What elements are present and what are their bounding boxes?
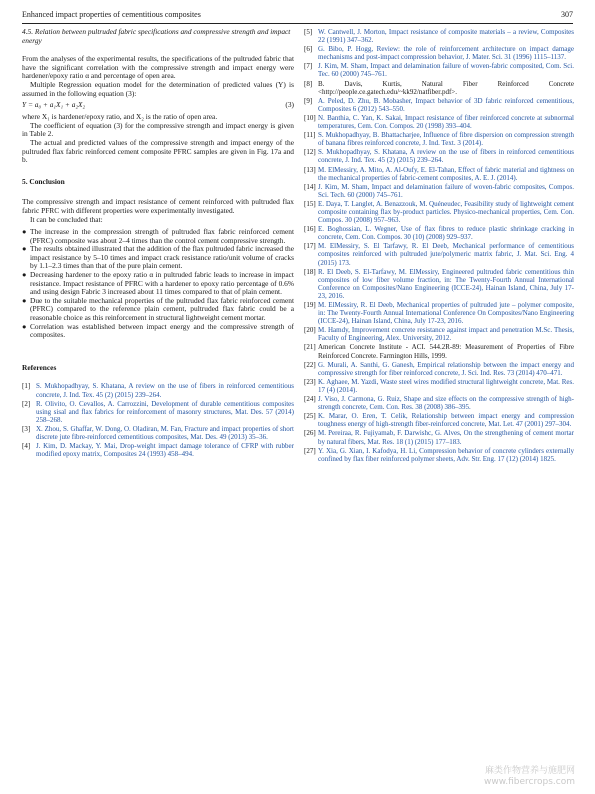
section-4-5-para-3: where X₁ is hardener/epoxy ratio, and X₂ is the ratio of open area. — [22, 112, 218, 122]
reference-item[interactable]: [25] K. Marar, O. Eren, T. Celik, Relationship between impact energy and compression toughness energy of high-strength fiber-reinforced concrete, Mat. Let. 47 (2001) 297–304. — [304, 412, 574, 429]
section-4-5-title: 4.5. Relation between pultruded fabric specifications and compressive strength and impact energy — [22, 28, 291, 45]
reference-item[interactable]: [20] M. Hamdy, Improvement concrete resistance against impact and penetration M.Sc. Thesis, Faculty of Engineering, Alex. University, 2012. — [304, 326, 574, 343]
conclusion-title: 5. Conclusion — [22, 176, 65, 186]
reference-item[interactable]: [7] J. Kim, M. Sham, Impact and delamination failure of woven-fabric composited, Com. Sci. Tec. 60 (2000) 745–761. — [304, 62, 574, 79]
reference-item[interactable]: [5] W. Cantwell, J. Morton, Impact resistance of composite materials – a review, Composites 22 (1991) 347–362. — [304, 28, 574, 45]
conclusion-bullet: ● Correlation was established between impact energy and the compressive strength of composites. — [22, 321, 294, 340]
reference-item[interactable]: [17] M. ElMessiry, S. El Tarfawy, R. El Deeb, Mechanical performance of cementitious composites reinforced with pultruded jute/polymeric matrix fabric, J. Mat. Sci. Eng. 4 (2015) 173. — [304, 242, 574, 267]
reference-item[interactable]: [18] R. El Deeb, S. El-Tarfawy, M. ElMessiry, Engineered pultruded fabric cementitious thin composites of low fiber volume fraction, in: The Twenty-Fourth Annual International Conference on Composites/Nano Engineering (ICCE-24), Hainan Island, China, July 17-23, 2016. — [304, 267, 574, 300]
reference-item[interactable]: [2] R. Olivito, O. Cevallos, A. Carrozzini, Development of durable cementitious composites using sisal and flax fabrics for reinforcement of masonry structures, Mat. Des. 57 (2014) 258–268. — [22, 399, 294, 424]
reference-item[interactable]: [9] A. Peled, D. Zhu, B. Mobasher, Impact behavior of 3D fabric reinforced cementitious, Composites 6 (2012) 543–550. — [304, 96, 574, 113]
reference-item[interactable]: [12] S. Mukhopadhyay, S. Khatana, A review on the use of fibers in reinforced cementitious concrete, J. Ind. Tex. 45 (2) (2015) 239–264. — [304, 148, 574, 165]
reference-item[interactable]: [22] G. Murali, A. Santhi, G. Ganesh, Empirical relationship between the impact energy and compressive strength for fiber reinforced concrete, J. Sci. Ind. Res. 73 (2014) 470–471. — [304, 360, 574, 377]
equation-body: Y = a₀ + a₁X₁ + a₂X₂ — [22, 100, 86, 110]
reference-item[interactable]: [3] X. Zhou, S. Ghaffar, W. Dong, O. Oladiran, M. Fan, Fracture and impact properties of short discrete jute fibre-reinforced cementitious composites, Mat. Des. 49 (2013) 35–36. — [22, 424, 294, 441]
references-title: References — [22, 362, 57, 372]
reference-item[interactable]: [24] J. Viso, J. Carmona, G. Ruiz, Shape and size effects on the compressive strength of high-strength concrete, Cem. Con. Res. 38 (2008) 386–395. — [304, 395, 574, 412]
journal-title: Enhanced impact properties of cementitious composites — [22, 10, 201, 19]
para-2-text: Multiple Regression equation model for the determination of predicted values (Y) is assumed in the following equation (3): — [22, 79, 294, 98]
references-list-left — [22, 382, 294, 458]
reference-item[interactable]: [4] J. Kim, D. Mackay, Y. Mai, Drop-weight impact damage tolerance of CFRP with rubber modified epoxy matrix, Composites 24 (1993) 458–494. — [22, 442, 294, 459]
reference-item[interactable]: [19] M. ElMessiry, R. El Deeb, Mechanical properties of pultruded jute – polymer composite, in: The Twenty-Fourth Annual International Conference On Composites/Nano Engineering (ICCE-24), Hainan Island, China, July 17-23, 2016. — [304, 301, 574, 326]
watermark-line-2: www.fibercrops.com — [484, 777, 575, 787]
watermark-line-1: 麻类作物营养与施肥网 — [484, 766, 575, 776]
reference-item[interactable]: [14] J. Kim, M. Sham, Impact and delamination failure of woven-fabric composites, Compos. Sci. Tech. 60 (2000) 745–761. — [304, 182, 574, 199]
references-list-right — [304, 28, 574, 463]
conclusion-bullet: ● Decreasing hardener to the epoxy ratio α in pultruded fabric leads to increase in impact resistance. Impact resistance of PFRC with a hardener to epoxy ratio percentage of 0.6% and using design Fabric 3 increased about 11 times compared to that of plain cement. — [22, 270, 294, 297]
section-4-5-para-4: The coefficient of equation (3) for the compressive strength and impact energy is given in Table 2. — [22, 120, 294, 139]
section-4-5-para-5: The actual and predicted values of the compressive strength and impact energy of the pultruded flax fabric reinforced cement composite PFRC samples are given in Fig. 17a and b. — [22, 137, 294, 165]
section-4-5-para-2 — [22, 81, 294, 98]
equation-3 — [22, 100, 294, 110]
section-4-5-para-1: From the analyses of the experimental results, the specifications of the pultruded fabric that have the significant correlation with the compressive strength and impact energy were hardener/epoxy ratio α and percentage of open area. — [22, 54, 294, 81]
running-head — [22, 10, 573, 20]
conclusion-bullet: ● Due to the suitable mechanical properties of the pultruded flax fabric reinforced cement (PFRC) compared to the reference plain cement, pultruded flax fabric could be a reasonable choice as this reinforcement in structural lightweight cement mortar. — [22, 295, 294, 323]
reference-item[interactable]: [21] American Concrete Institute - ACI. 544.2R-89: Measurement of Properties of Fibre Reinforced Concrete. Farmington Hills, 1999. — [304, 343, 574, 360]
conclusion-para-1: The compressive strength and impact resistance of cement reinforced with pultruded flax fabric PFRC with different properties were experimentally investigated. — [22, 197, 294, 215]
conclusion-bullet: ● The results obtained illustrated that the addition of the flax pultruded fabric increased the impact resistance by 5–10 times and impact crack resistance ratio/unit volume of cracks by 1.1–2.3 times than that of the pure plain cement. — [22, 244, 294, 271]
reference-item[interactable]: [16] E. Boghossian, L. Wegner, Use of flax fibres to reduce plastic shrinkage cracking in concrete, Cem. Con. Compos. 30 (10) (2008) 929–937. — [304, 225, 574, 242]
equation-number: (3) — [285, 100, 294, 110]
site-watermark — [484, 766, 575, 788]
reference-item[interactable]: [26] M. Pereiraa, R. Fujiyamab, F. Darwishc, G. Alves, On the strengthening of cement mortar by natural fibers, Mat. Res. 18 (1) (2015) 177–183. — [304, 429, 574, 446]
conclusion-bullet: ● The increase in the compression strength of pultruded flax fabric reinforced cement (PFRC) composite was about 2–4 times than the control cement compressive strength. — [22, 227, 294, 245]
reference-item[interactable]: [23] K. Aghaee, M. Yazdi, Waste steel wires modified structural lightweight concrete, Mat. Res. 17 (4) (2014). — [304, 377, 574, 394]
reference-item[interactable]: [11] S. Mukhopadhyay, B. Bhattacharjee, Influence of fibre dispersion on compression strength of banana fibres reinforced concrete, J. Ind. Text. 3 (2014). — [304, 131, 574, 148]
reference-item[interactable]: [8] B. Davis, Kurtis, Natural Fiber Reinforced Concrete <http://people.ce.gatech.edu/~kk92/natfiber.pdf>. — [304, 79, 574, 96]
bullet-dot-icon: ● — [22, 295, 27, 305]
reference-item[interactable]: [1] S. Mukhopadhyay, S. Khatana, A review on the use of fibers in reinforced cementitious concrete, J. Ind. Tex. 45 (2) (2015) 239–264. — [22, 382, 294, 399]
reference-item[interactable]: [15] E. Daya, T. Langlet, A. Benazzouk, M. Quéneudec, Feasibility study of lightweight cement composite containing flax by-product particles. Physico-mechanical properties, Cem. Con. Compos. 30 (2008) 957–963. — [304, 199, 574, 225]
right-column — [304, 28, 574, 778]
conclusion-para-2: It can be concluded that: — [30, 214, 103, 224]
bullet-dot-icon: ● — [22, 227, 27, 237]
conclusion-bullet-list — [22, 228, 294, 340]
reference-item[interactable]: [6] G. Bibo, P. Hogg, Review: the role of reinforcement architecture on impact damage mechanisms and post-impact compression behavior, J. Mater. Sci. 31 (1996) 1115–1137. — [304, 45, 574, 62]
reference-item[interactable]: [13] M. ElMessiry, A. Mito, A. Al-Oufy, E. El-Tahan, Effect of fabric material and tightness on the mechanical properties of fabric-cement composites, A. E. J. (2014). — [304, 165, 574, 182]
reference-item[interactable]: [10] N. Banthia, C. Yan, K. Sakai, Impact resistance of fiber reinforced concrete at subnormal temperatures, Cem. Con. Compos. 20 (1998) 393–404. — [304, 113, 574, 131]
bullet-dot-icon: ● — [22, 321, 27, 331]
left-column — [22, 28, 294, 778]
bullet-dot-icon: ● — [22, 244, 27, 254]
bullet-dot-icon: ● — [22, 270, 27, 280]
reference-item[interactable]: [27] Y. Xia, G. Xian, I. Kafodya, H. Li, Compression behavior of concrete cylinders externally confined by flax fiber reinforced polymer sheets, Adv. Str. Eng. 17 (12) (2014) 1825. — [304, 446, 574, 463]
header-rule — [22, 23, 573, 24]
page-number: 307 — [561, 10, 573, 19]
